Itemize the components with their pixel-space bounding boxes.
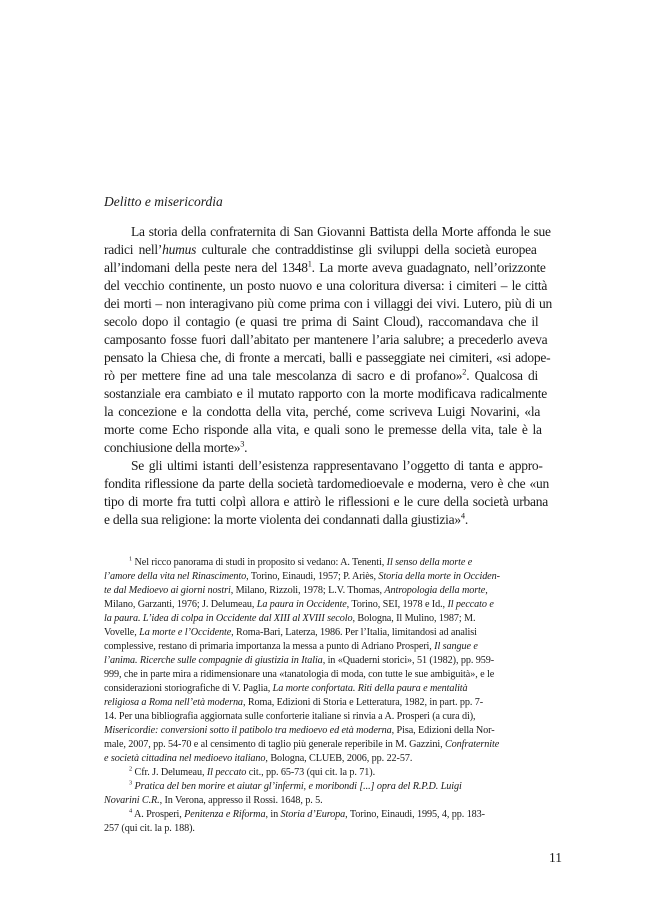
footnote-line: considerazioni storiografiche di V. Paglia, La morte confortata. Riti della paura e mentalità <box>104 683 468 694</box>
footnote-line: $^3$ Pratica del ben morire et aiutar gl’infermi, e moribondi [...] opra del R.P.D. Luigi <box>129 779 462 792</box>
footnote-line: Misericordie: conversioni sotto il patibolo tra medioevo ed età moderna, Pisa, Edizioni della Nor- <box>104 725 495 736</box>
body-line: morte come Echo risponde alla vita, e quali sono le premesse della vita, tale è la <box>104 422 542 437</box>
footnote-line: l’anima. Ricerche sulle compagnie di giustizia in Italia, in «Quaderni storici», 51 (1982), pp. 959- <box>104 655 494 666</box>
footnote-ref: 1 <box>307 259 312 269</box>
page-number: 11 <box>549 850 562 865</box>
footnote-ref: 2 <box>462 367 467 377</box>
body-line: e della sua religione: la morte violenta dei condannati dalla giustizia»$^4$. <box>104 511 468 527</box>
body-line: Se gli ultimi istanti dell’esistenza rappresentavano l’oggetto di tanta e appro- <box>131 458 543 473</box>
body-line: fondita riflessione da parte della società tardomedioevale e moderna, vero è che «un <box>104 476 549 491</box>
footnote-number: 4 <box>129 807 133 815</box>
footnote-line: male, 2007, pp. 54-70 e al censimento di taglio più generale reperibile in M. Gazzini, Confraternite <box>104 739 500 750</box>
footnote-line: religiosa a Roma nell’età moderna, Roma, Edizioni di Storia e Letteratura, 1982, in part. pp. 7- <box>104 697 484 708</box>
footnote-line: 257 (qui cit. la p. 188). <box>104 823 195 834</box>
body-line: conchiusione della morte»$^3$. <box>104 439 248 455</box>
footnote-line: complessive, restano di primaria importanza la messa a punto di Adriano Prosperi, Il sangue e <box>104 641 478 652</box>
body-line: del vecchio continente, un posto nuovo e una coloritura diversa: i cimiteri – le città <box>104 278 548 293</box>
section-title: Delitto e misericordia <box>104 194 223 209</box>
footnote-line: te dal Medioevo ai giorni nostri, Milano, Rizzoli, 1978; L.V. Thomas, Antropologia della morte, <box>104 585 488 596</box>
footnote-line: 999, che in parte mira a ridimensionare una «tanatologia di moda, con tutte le sue ambiguità», e le <box>104 669 495 680</box>
body-line: sostanziale era cambiato e il mutato rapporto con la morte modificava radicalmente <box>104 386 547 401</box>
footnote-number: 2 <box>129 765 133 773</box>
body-line: radici nell’humus culturale che contraddistinse gli sviluppi della società europea <box>104 242 537 257</box>
body-line: La storia della confraternita di San Giovanni Battista della Morte affonda le sue <box>131 224 551 239</box>
footnote-line: la paura. L’idea di colpa in Occidente dal XIII al XVIII secolo, Bologna, Il Mulino, 1987; M. <box>104 613 476 624</box>
footnote-number: 1 <box>129 555 133 563</box>
footnote-line: $^1$ Nel ricco panorama di studi in proposito si vedano: A. Tenenti, Il senso della morte e <box>129 555 473 568</box>
footnote-ref: 3 <box>240 439 245 449</box>
footnote-ref: 4 <box>460 511 465 521</box>
body-line: camposanto fosse fuori dall’abitato per mantenere l’aria salubre; a precederlo aveva <box>104 332 548 347</box>
body-line: tipo di morte fra tutti colpì allora e attirò le riflessioni e le cure della società urbana <box>104 494 548 509</box>
body-line: secolo dopo il contagio (e quasi tre prima di Saint Cloud), raccomandava che il <box>104 314 539 329</box>
footnote-line: l’amore della vita nel Rinascimento, Torino, Einaudi, 1957; P. Ariès, Storia della morte in Occiden- <box>104 571 500 582</box>
body-line: rò per mettere fine ad una tale mescolanza di sacro e di profano»$^2$. Qualcosa di <box>104 367 539 383</box>
footnote-line: Novarini C.R., In Verona, appresso il Rossi. 1648, p. 5. <box>104 795 323 806</box>
footnote-line: $^2$ Cfr. J. Delumeau, Il peccato cit., pp. 65-73 (qui cit. la p. 71). <box>129 765 376 778</box>
body-line: pensato la Chiesa che, di fronte a mercati, balli e passeggiate nei cimiteri, «si adope- <box>104 350 551 365</box>
body-line: dei morti – non interagivano più come prima con i villaggi dei vivi. Lutero, più di un <box>104 296 552 311</box>
footnote-line: Milano, Garzanti, 1976; J. Delumeau, La paura in Occidente, Torino, SEI, 1978 e Id., Il peccato e <box>104 599 494 610</box>
footnote-line: 14. Per una bibliografia aggiornata sulle conforterie italiane si rinvia a A. Prosperi (a cura di), <box>104 711 476 722</box>
footnote-line: e società cittadina nel medioevo italiano, Bologna, CLUEB, 2006, pp. 22-57. <box>104 753 413 764</box>
footnote-line: $^4$ A. Prosperi, Penitenza e Riforma, in Storia d’Europa, Torino, Einaudi, 1995, 4, pp. 183- <box>129 807 485 820</box>
body-line: all’indomani della peste nera del 1348$^1$. La morte aveva guadagnato, nell’orizzonte <box>104 259 546 275</box>
footnote-number: 3 <box>129 779 133 787</box>
body-line: la concezione e la condotta della vita, perché, come scriveva Luigi Novarini, «la <box>104 404 541 419</box>
footnote-line: Vovelle, La morte e l’Occidente, Roma-Bari, Laterza, 1986. Per l’Italia, limitandosi ad analisi <box>104 627 477 638</box>
